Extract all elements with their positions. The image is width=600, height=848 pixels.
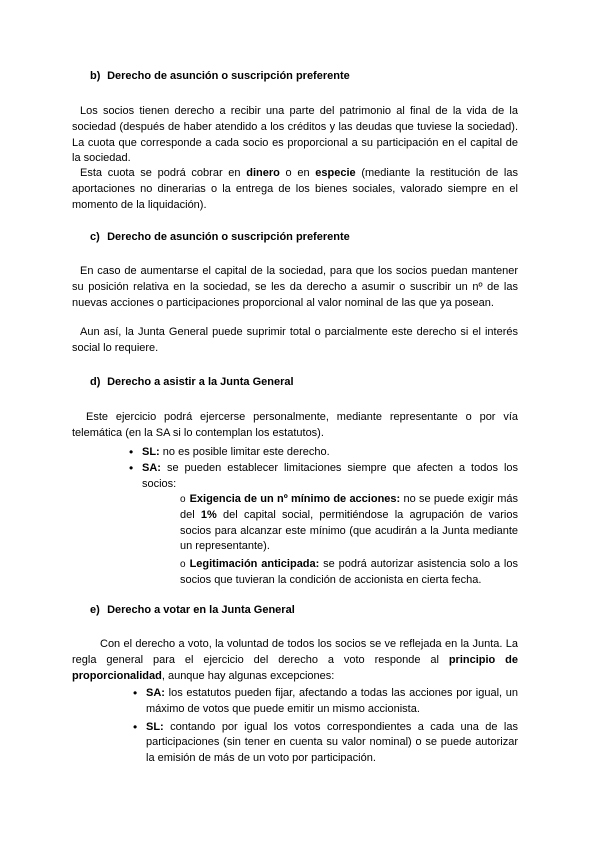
section-b-heading [90, 69, 350, 83]
section-e-paragraph-1 [72, 637, 518, 684]
section-e-letter: e) [90, 604, 100, 616]
bold-run: especie [315, 167, 356, 179]
section-d-letter: d) [90, 376, 101, 388]
section-b-title: Derecho de asunción o suscripción preferente [107, 70, 350, 82]
section-e-title: Derecho a votar en la Junta General [107, 604, 295, 616]
section-e-bullet-list [146, 686, 518, 767]
section-d-paragraph-1: Este ejercicio podrá ejercerse personalmente, mediante representante o por vía telemática (en la SA si lo contemplan los estatutos). [72, 411, 518, 439]
text-run: Esta cuota se podrá cobrar en [80, 167, 247, 179]
list-item [146, 686, 518, 718]
bullet-text: no es posible limitar este derecho. [159, 446, 330, 458]
section-b-letter: b) [90, 70, 101, 82]
list-item [146, 720, 518, 767]
section-d-title: Derecho a asistir a la Junta General [107, 376, 294, 388]
section-c-letter: c) [90, 231, 100, 243]
bullet-label: SA: [142, 461, 161, 474]
list-item [180, 492, 518, 555]
text-run: Con el derecho a voto, la voluntad de todos los socios se ve reflejada en la Junta. La regla general para el ejercicio del derecho a voto responde al [72, 638, 518, 666]
sub-text: del capital social, permitiéndose la agrupación de varios socios para alcanzar este mínimo (que acudirán a la Junta mediante un representante). [180, 508, 518, 553]
bold-run: principio de proporcionalidad [72, 653, 518, 682]
bullet-text: se pueden establecer limitaciones siempre que afecten a todos los socios: [142, 461, 518, 490]
sub-text: no se puede exigir más del [180, 493, 518, 521]
section-b-paragraph-1: Los socios tienen derecho a recibir una parte del patrimonio al final de la vida de la sociedad (después de haber atendido a los créditos y las deudas que tuviese la sociedad). La cuota que corresponde a cada socio es proporcional a su participación en el capital de la sociedad. [72, 105, 518, 165]
list-item [142, 461, 518, 493]
text-run: (mediante la restitución de las aportaciones no dinerarias o la entrega de los bienes sociales, valorado siempre en el momento de la liquidación). [72, 167, 518, 211]
section-b-paragraph-2 [72, 166, 518, 213]
list-item [142, 445, 518, 461]
section-c-title: Derecho de asunción o suscripción preferente [107, 231, 350, 243]
bullet-label: SL: [146, 720, 164, 733]
text-run: , aunque hay algunas excepciones: [161, 669, 335, 682]
bullet-label: SL: [142, 446, 160, 458]
circle-bullet-icon: o [180, 494, 186, 505]
section-d-sub-list [180, 492, 518, 589]
sub-text: se podrá autorizar asistencia solo a los socios que tuvieran la condición de accionista en cierta fecha. [180, 558, 518, 586]
section-c-heading [90, 230, 350, 244]
bullet-label: SA: [146, 687, 165, 699]
bullet-text: contando por igual los votos correspondientes a cada una de las participaciones (sin tener en cuenta su valor nominal) o se puede autorizar la emisión de más de un voto por participación. [146, 720, 518, 765]
sub-label: Legitimación anticipada: [189, 558, 320, 571]
bold-run: dinero [246, 167, 280, 179]
section-d-heading [90, 375, 294, 389]
bullet-text: los estatutos pueden fijar, afectando a todas las acciones por igual, un máximo de votos que puede emitir un mismo accionista. [146, 687, 518, 715]
circle-bullet-icon: o [180, 559, 186, 571]
section-d-bullet-list [142, 445, 518, 492]
sub-label: Exigencia de un nº mínimo de acciones: [189, 493, 401, 505]
list-item [180, 557, 518, 589]
bold-run: 1% [200, 508, 217, 521]
text-run: o en [279, 167, 316, 179]
section-e-heading [90, 603, 295, 617]
section-c-paragraph-2: Aun así, la Junta General puede suprimir total o parcialmente este derecho si el interés social lo requiere. [72, 326, 518, 354]
section-c-paragraph-1: En caso de aumentarse el capital de la sociedad, para que los socios puedan mantener su posición relativa en la sociedad, se les da derecho a asumir o suscribir un nº de las nuevas acciones o participaciones proporcional al valor nominal de las que ya posean. [72, 265, 518, 309]
